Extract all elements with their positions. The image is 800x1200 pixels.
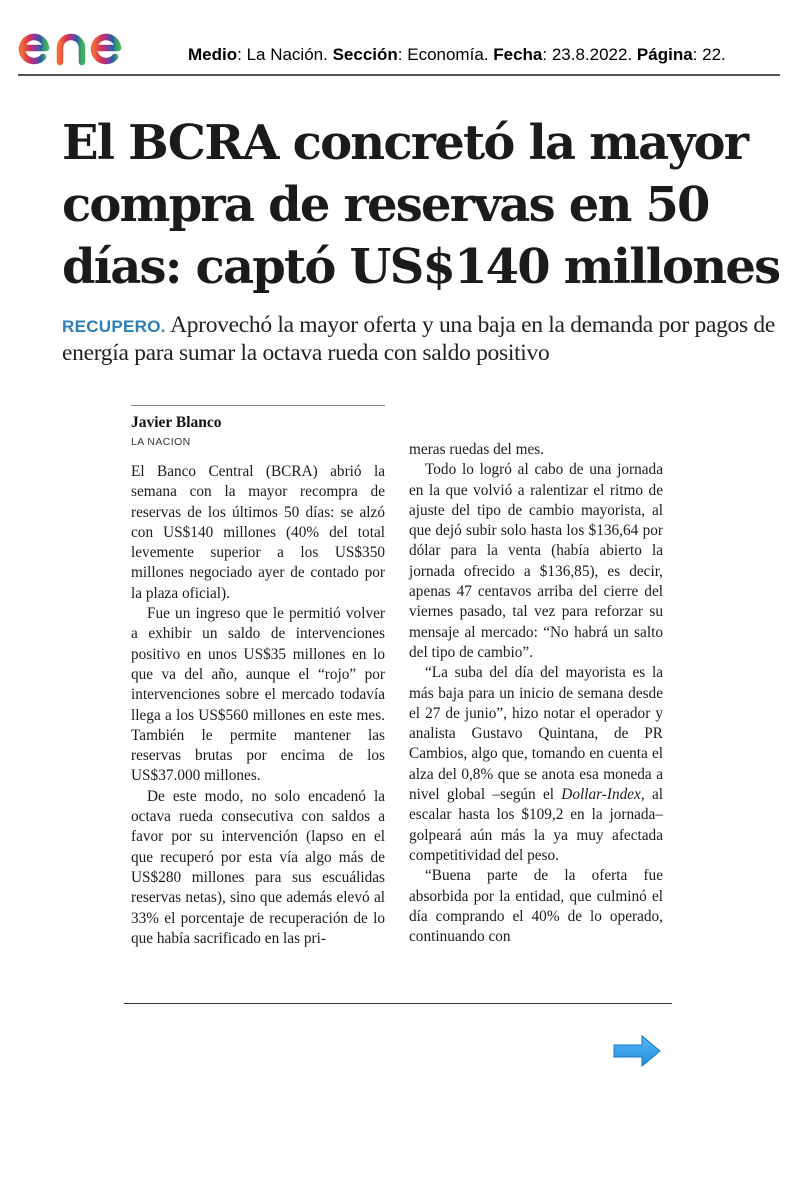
media-value: La Nación [246,45,324,64]
byline-divider [131,405,385,406]
enel-logo-icon [18,14,168,68]
section-label: Sección [332,45,398,64]
paragraph: De este modo, no solo encadenó la octava rueda consecutiva con saldos a favor por su intervención (lapso en el que recuperó por esta vía algo más de US$280 millones para sus escuálidas reservas netas), sino que además elevó al 33% el porcentaje de recuperación de lo que había sacrificado en las pri- [131,787,385,947]
media-info-line: Medio: La Nación. Sección: Economía. Fecha: 23.8.2022. Página: 22. [188,45,726,64]
article-column-2 [409,440,663,947]
bottom-divider [124,1003,672,1004]
page-label: Página [636,45,693,64]
dollar-index-term: Dollar-Index [561,786,641,804]
article-column-1 [131,462,385,949]
page-value: 22 [702,45,722,64]
deck-text: Aprovechó la mayor oferta y una baja en la demanda por pagos de energía para sumar la octava rueda con saldo positivo [62,312,775,366]
arrow-right-icon[interactable] [612,1034,662,1068]
header-divider [18,74,780,76]
section-value: Economía [407,45,484,64]
date-value: 23.8.2022 [551,45,628,64]
paragraph [409,663,663,866]
media-label: Medio [188,45,238,64]
paragraph: “Buena parte de la oferta fue absorbida por la entidad, que culminó el día comprando el 40% de lo operado, continuando con [409,867,663,946]
paragraph-text: “La suba del día del mayorista es la más baja para un inicio de semana desde el 27 de junio”, hizo notar el operador y analista Gustavo Quintana, de PR Cambios, algo que, tomando en cuenta el alza del 0,8% que se anota esa moneda a nivel global –según el [409,664,663,804]
paragraph: Todo lo logró al cabo de una jornada en la que volvió a ralentizar el ritmo de ajuste del tipo de cambio mayorista, al que dejó subir solo hasta los $136,64 por dólar para la venta (había abierto la jornada ofrecido a $136,85), es decir, apenas 47 centavos arriba del cierre del viernes pasado, tal vez para reforzar su mensaje al mercado: “No habrá un salto del tipo de cambio”. [409,461,663,661]
paragraph-continuation: meras ruedas del mes. [409,441,545,458]
paragraph-text: , al escalar hasta los $109,2 en la jornada– golpeará aún más la ya muy afectada competitividad del peso. [409,786,663,864]
date-label: Fecha [493,45,543,64]
author-name: Javier Blanco [131,414,222,431]
article-deck [62,312,782,367]
paragraph: Fue un ingreso que le permitió volver a exhibir un saldo de intervenciones positivo en unos US$35 millones en lo que va del año, aunque el “rojo” por intervenciones sobre el mercado todavía llega a los US$560 millones en este mes. También le permite mantener las reservas brutas por encima de los US$37.000 millones. [131,605,385,785]
source-name: LA NACION [131,436,191,448]
paragraph: El Banco Central (BCRA) abrió la semana con la mayor recompra de reservas de los últimos 50 días: se alzó con US$140 millones (40% del total levemente superior a los US$350 millones negociado ayer de contado por la plaza oficial). [131,463,385,602]
deck-kicker: RECUPERO. [62,317,166,336]
article-headline: El BCRA concretó la mayor compra de reservas en 50 días: captó US$140 millones [62,115,780,295]
